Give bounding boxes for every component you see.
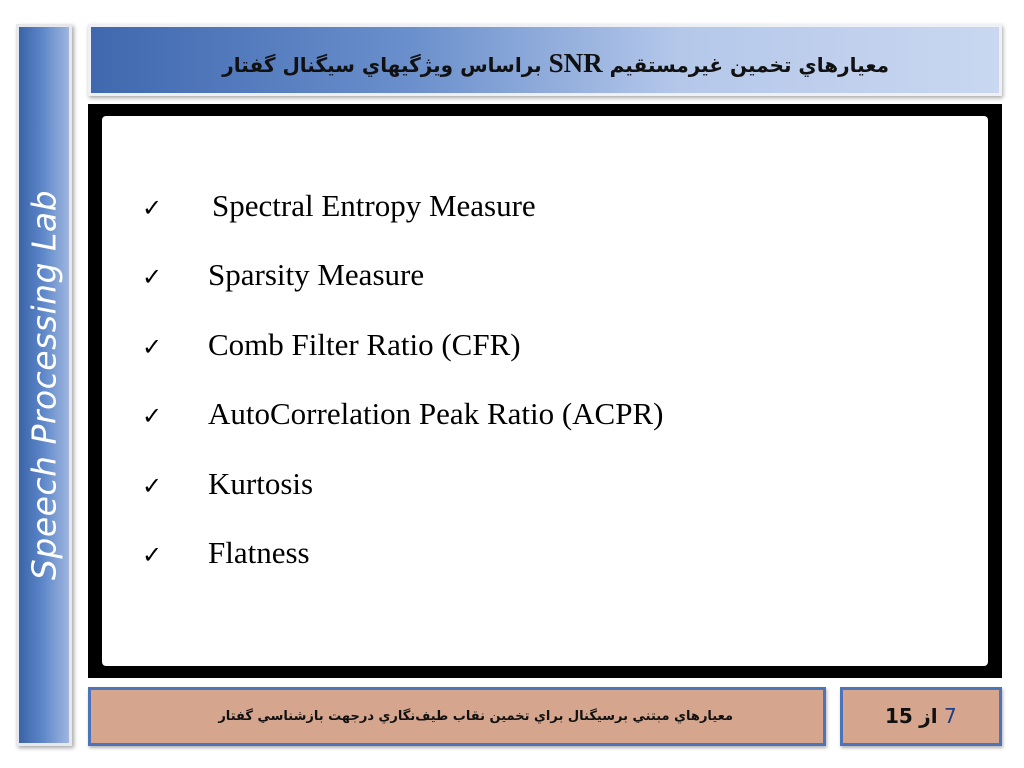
slide-header xyxy=(88,24,1002,96)
checkmark-icon: ✓ xyxy=(142,263,163,291)
checkmark-icon: ✓ xyxy=(142,472,163,500)
page-indicator xyxy=(885,690,957,743)
list-item xyxy=(142,464,313,504)
page-of-label: از xyxy=(919,704,938,728)
slide-title-part-1: معيارهاي تخمين غيرمستقيم xyxy=(602,53,889,77)
content-frame xyxy=(88,104,1002,678)
checkmark-icon: ✓ xyxy=(142,194,163,222)
page-number-box xyxy=(840,687,1002,746)
list-item-label: AutoCorrelation Peak Ratio (ACPR) xyxy=(208,396,664,431)
list-item-label: Sparsity Measure xyxy=(208,257,425,292)
slide-title-part-2: براساس ويژگيهاي سيگنال گفتار xyxy=(222,53,549,77)
sidebar xyxy=(16,24,72,746)
slide-title xyxy=(222,27,889,99)
page-current: 7 xyxy=(943,704,957,728)
sidebar-lab-name: Speech Processing Lab xyxy=(24,189,64,581)
footer-title-box xyxy=(88,687,826,746)
checkmark-icon: ✓ xyxy=(142,402,163,430)
list-item xyxy=(142,394,663,434)
list-item xyxy=(142,325,521,365)
list-item-label: Kurtosis xyxy=(208,466,314,501)
presentation-title: معيارهاي مبتني برسيگنال براي تخمين نقاب طيف‌نگاري درجهت بازشناسي گفتار xyxy=(218,709,733,724)
list-item-label: Flatness xyxy=(208,535,310,570)
checkmark-icon: ✓ xyxy=(142,333,163,361)
list-item-label: Spectral Entropy Measure xyxy=(212,188,536,223)
content-area xyxy=(102,116,988,666)
page-total: 15 xyxy=(885,704,913,728)
list-item xyxy=(142,255,424,295)
slide-title-snr: SNR xyxy=(548,48,603,78)
checkmark-icon: ✓ xyxy=(142,541,163,569)
list-item-label: Comb Filter Ratio (CFR) xyxy=(208,327,521,362)
list-item xyxy=(142,186,536,226)
list-item xyxy=(142,533,310,573)
